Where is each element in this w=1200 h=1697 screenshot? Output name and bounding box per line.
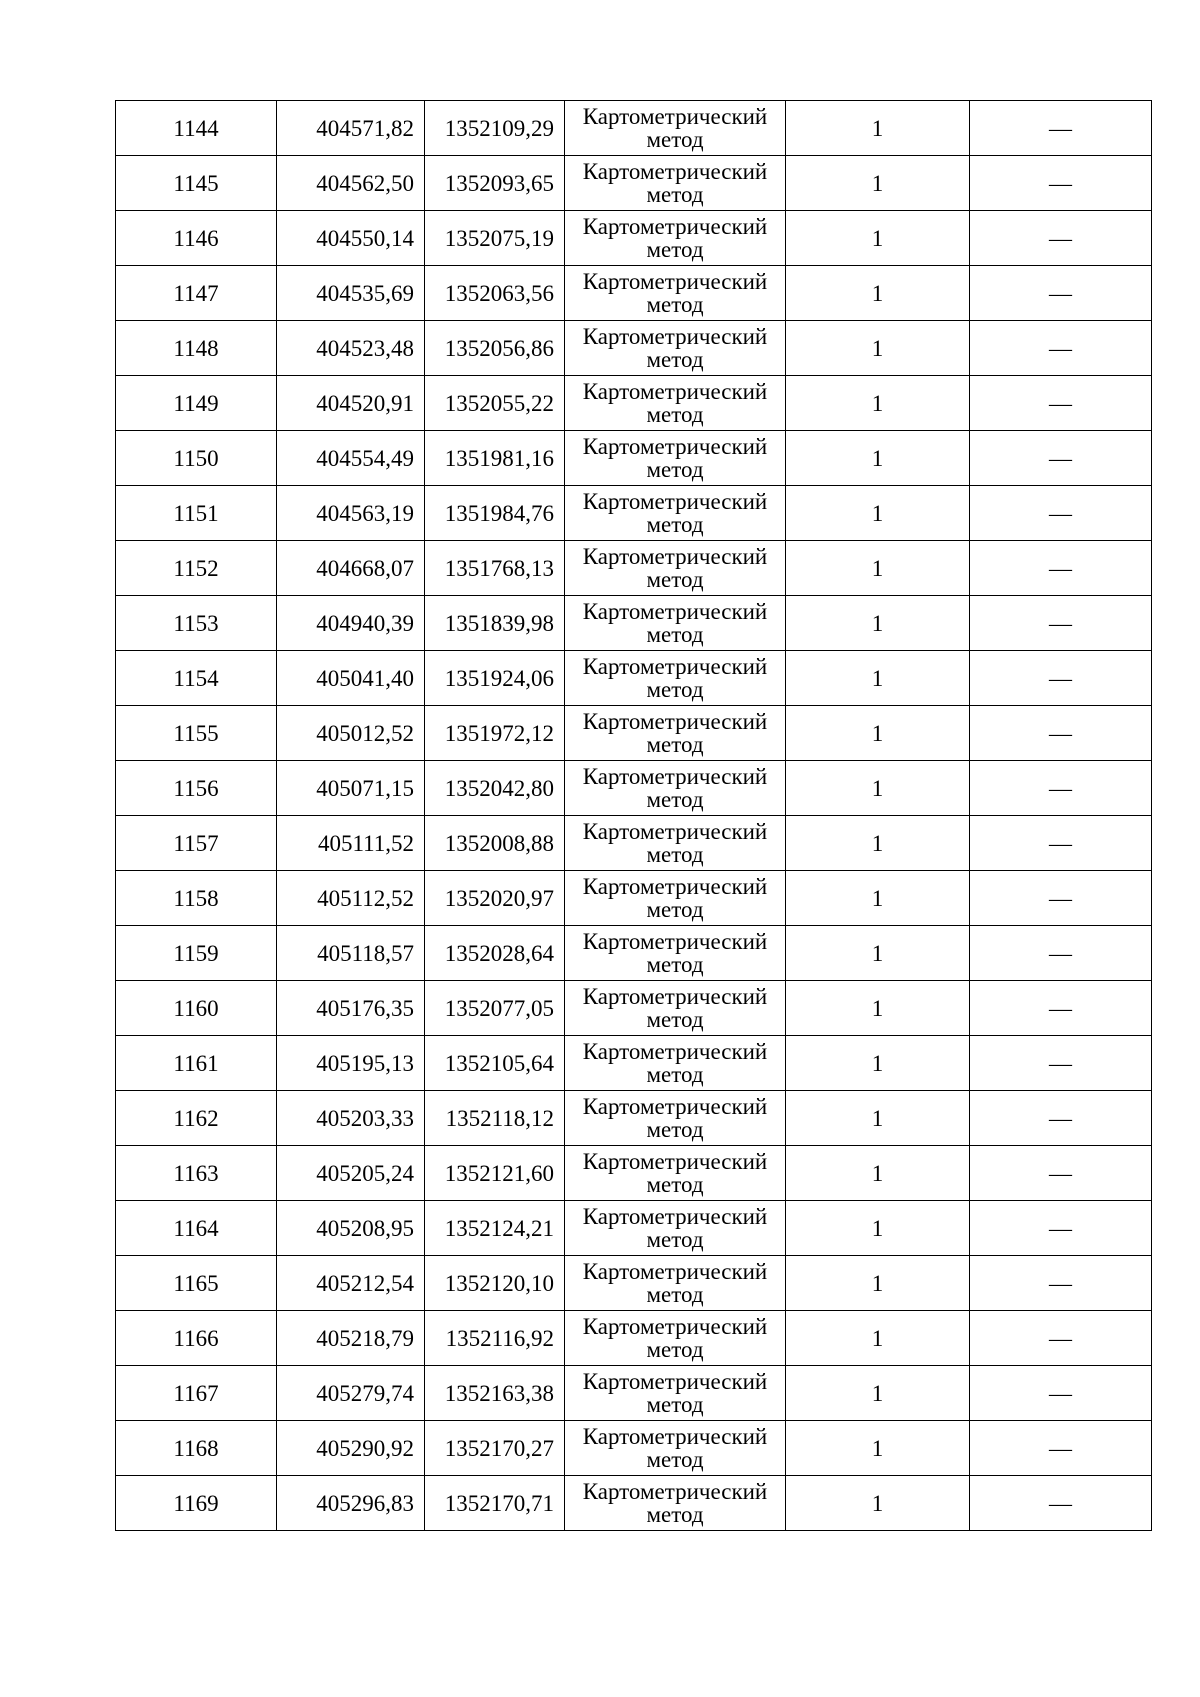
method-cell xyxy=(565,981,786,1036)
accuracy-cell: 1 xyxy=(786,1366,970,1421)
method-cell xyxy=(565,1476,786,1531)
y-coordinate-cell: 1351839,98 xyxy=(425,596,565,651)
point-number-cell: 1161 xyxy=(116,1036,277,1091)
method-line-1: Картометрический xyxy=(582,324,768,349)
table-body xyxy=(116,101,1152,1531)
table-row xyxy=(116,596,1152,651)
note-cell: — xyxy=(970,1366,1152,1421)
note-cell: — xyxy=(970,871,1152,926)
method-line-1: Картометрический xyxy=(582,709,768,734)
point-number-cell: 1160 xyxy=(116,981,277,1036)
method-cell xyxy=(565,1366,786,1421)
table-row xyxy=(116,1146,1152,1201)
method-line-2: метод xyxy=(646,567,704,592)
method-line-1: Картометрический xyxy=(582,1259,768,1284)
table-row xyxy=(116,541,1152,596)
method-cell xyxy=(565,541,786,596)
y-coordinate-cell: 1352028,64 xyxy=(425,926,565,981)
y-coordinate-cell: 1352056,86 xyxy=(425,321,565,376)
method-cell xyxy=(565,926,786,981)
note-cell: — xyxy=(970,651,1152,706)
x-coordinate-cell: 405012,52 xyxy=(277,706,425,761)
method-line-2: метод xyxy=(646,1392,704,1417)
x-coordinate-cell: 405195,13 xyxy=(277,1036,425,1091)
method-line-1: Картометрический xyxy=(582,874,768,899)
accuracy-cell: 1 xyxy=(786,761,970,816)
table-row xyxy=(116,761,1152,816)
method-line-1: Картометрический xyxy=(582,159,768,184)
table-row xyxy=(116,1201,1152,1256)
method-line-2: метод xyxy=(646,347,704,372)
method-line-2: метод xyxy=(646,127,704,152)
method-line-1: Картометрический xyxy=(582,1479,768,1504)
note-cell: — xyxy=(970,761,1152,816)
x-coordinate-cell: 404550,14 xyxy=(277,211,425,266)
note-cell: — xyxy=(970,376,1152,431)
method-cell xyxy=(565,101,786,156)
table-row xyxy=(116,1091,1152,1146)
accuracy-cell: 1 xyxy=(786,376,970,431)
accuracy-cell: 1 xyxy=(786,211,970,266)
method-line-2: метод xyxy=(646,787,704,812)
point-number-cell: 1163 xyxy=(116,1146,277,1201)
y-coordinate-cell: 1351972,12 xyxy=(425,706,565,761)
accuracy-cell: 1 xyxy=(786,1036,970,1091)
method-line-2: метод xyxy=(646,512,704,537)
method-cell xyxy=(565,1146,786,1201)
method-line-2: метод xyxy=(646,1447,704,1472)
method-line-1: Картометрический xyxy=(582,214,768,239)
note-cell: — xyxy=(970,1256,1152,1311)
point-number-cell: 1157 xyxy=(116,816,277,871)
method-cell xyxy=(565,266,786,321)
method-line-1: Картометрический xyxy=(582,489,768,514)
point-number-cell: 1150 xyxy=(116,431,277,486)
y-coordinate-cell: 1352008,88 xyxy=(425,816,565,871)
note-cell: — xyxy=(970,816,1152,871)
point-number-cell: 1144 xyxy=(116,101,277,156)
x-coordinate-cell: 405290,92 xyxy=(277,1421,425,1476)
method-line-1: Картометрический xyxy=(582,544,768,569)
method-line-2: метод xyxy=(646,182,704,207)
accuracy-cell: 1 xyxy=(786,596,970,651)
x-coordinate-cell: 404571,82 xyxy=(277,101,425,156)
method-line-1: Картометрический xyxy=(582,1039,768,1064)
note-cell: — xyxy=(970,1476,1152,1531)
accuracy-cell: 1 xyxy=(786,1311,970,1366)
method-cell xyxy=(565,211,786,266)
method-cell xyxy=(565,1201,786,1256)
y-coordinate-cell: 1352055,22 xyxy=(425,376,565,431)
coordinates-table xyxy=(115,100,1152,1531)
table-row xyxy=(116,871,1152,926)
accuracy-cell: 1 xyxy=(786,321,970,376)
method-line-1: Картометрический xyxy=(582,929,768,954)
method-cell xyxy=(565,706,786,761)
point-number-cell: 1159 xyxy=(116,926,277,981)
method-line-2: метод xyxy=(646,897,704,922)
accuracy-cell: 1 xyxy=(786,871,970,926)
method-cell xyxy=(565,1421,786,1476)
x-coordinate-cell: 405071,15 xyxy=(277,761,425,816)
note-cell: — xyxy=(970,321,1152,376)
x-coordinate-cell: 404668,07 xyxy=(277,541,425,596)
table-row xyxy=(116,1256,1152,1311)
accuracy-cell: 1 xyxy=(786,816,970,871)
x-coordinate-cell: 405203,33 xyxy=(277,1091,425,1146)
method-cell xyxy=(565,376,786,431)
method-cell xyxy=(565,321,786,376)
method-cell xyxy=(565,1091,786,1146)
table-row xyxy=(116,156,1152,211)
point-number-cell: 1148 xyxy=(116,321,277,376)
table-row xyxy=(116,1366,1152,1421)
accuracy-cell: 1 xyxy=(786,1256,970,1311)
method-cell xyxy=(565,1256,786,1311)
note-cell: — xyxy=(970,541,1152,596)
x-coordinate-cell: 405205,24 xyxy=(277,1146,425,1201)
point-number-cell: 1162 xyxy=(116,1091,277,1146)
table-row xyxy=(116,211,1152,266)
method-line-1: Картометрический xyxy=(582,1094,768,1119)
method-line-1: Картометрический xyxy=(582,1314,768,1339)
point-number-cell: 1166 xyxy=(116,1311,277,1366)
method-line-2: метод xyxy=(646,1062,704,1087)
y-coordinate-cell: 1352120,10 xyxy=(425,1256,565,1311)
y-coordinate-cell: 1352170,27 xyxy=(425,1421,565,1476)
method-line-2: метод xyxy=(646,1337,704,1362)
note-cell: — xyxy=(970,706,1152,761)
method-line-2: метод xyxy=(646,292,704,317)
accuracy-cell: 1 xyxy=(786,981,970,1036)
accuracy-cell: 1 xyxy=(786,1201,970,1256)
method-line-2: метод xyxy=(646,952,704,977)
accuracy-cell: 1 xyxy=(786,541,970,596)
x-coordinate-cell: 405296,83 xyxy=(277,1476,425,1531)
table-row xyxy=(116,1036,1152,1091)
method-line-2: метод xyxy=(646,622,704,647)
point-number-cell: 1164 xyxy=(116,1201,277,1256)
y-coordinate-cell: 1352042,80 xyxy=(425,761,565,816)
table-row xyxy=(116,486,1152,541)
note-cell: — xyxy=(970,431,1152,486)
method-line-2: метод xyxy=(646,1227,704,1252)
table-row xyxy=(116,1311,1152,1366)
table-row xyxy=(116,321,1152,376)
method-line-1: Картометрический xyxy=(582,434,768,459)
point-number-cell: 1158 xyxy=(116,871,277,926)
x-coordinate-cell: 405212,54 xyxy=(277,1256,425,1311)
accuracy-cell: 1 xyxy=(786,706,970,761)
table-row xyxy=(116,101,1152,156)
method-line-1: Картометрический xyxy=(582,1149,768,1174)
method-line-1: Картометрический xyxy=(582,599,768,624)
y-coordinate-cell: 1352121,60 xyxy=(425,1146,565,1201)
y-coordinate-cell: 1351768,13 xyxy=(425,541,565,596)
table-row xyxy=(116,376,1152,431)
method-line-1: Картометрический xyxy=(582,984,768,1009)
method-line-2: метод xyxy=(646,677,704,702)
y-coordinate-cell: 1352116,92 xyxy=(425,1311,565,1366)
y-coordinate-cell: 1352077,05 xyxy=(425,981,565,1036)
method-line-2: метод xyxy=(646,1282,704,1307)
accuracy-cell: 1 xyxy=(786,101,970,156)
accuracy-cell: 1 xyxy=(786,486,970,541)
method-cell xyxy=(565,431,786,486)
point-number-cell: 1154 xyxy=(116,651,277,706)
x-coordinate-cell: 404562,50 xyxy=(277,156,425,211)
y-coordinate-cell: 1351984,76 xyxy=(425,486,565,541)
y-coordinate-cell: 1352109,29 xyxy=(425,101,565,156)
note-cell: — xyxy=(970,981,1152,1036)
point-number-cell: 1155 xyxy=(116,706,277,761)
method-line-2: метод xyxy=(646,457,704,482)
point-number-cell: 1165 xyxy=(116,1256,277,1311)
point-number-cell: 1169 xyxy=(116,1476,277,1531)
method-line-1: Картометрический xyxy=(582,269,768,294)
method-line-2: метод xyxy=(646,1502,704,1527)
accuracy-cell: 1 xyxy=(786,1421,970,1476)
accuracy-cell: 1 xyxy=(786,651,970,706)
method-cell xyxy=(565,651,786,706)
table-row xyxy=(116,266,1152,321)
y-coordinate-cell: 1352093,65 xyxy=(425,156,565,211)
note-cell: — xyxy=(970,1311,1152,1366)
table-row xyxy=(116,706,1152,761)
method-cell xyxy=(565,816,786,871)
x-coordinate-cell: 404554,49 xyxy=(277,431,425,486)
point-number-cell: 1168 xyxy=(116,1421,277,1476)
accuracy-cell: 1 xyxy=(786,266,970,321)
point-number-cell: 1167 xyxy=(116,1366,277,1421)
method-cell xyxy=(565,871,786,926)
method-line-1: Картометрический xyxy=(582,1424,768,1449)
note-cell: — xyxy=(970,266,1152,321)
x-coordinate-cell: 405218,79 xyxy=(277,1311,425,1366)
x-coordinate-cell: 405279,74 xyxy=(277,1366,425,1421)
table-row xyxy=(116,926,1152,981)
note-cell: — xyxy=(970,1146,1152,1201)
table-row xyxy=(116,1421,1152,1476)
method-line-1: Картометрический xyxy=(582,764,768,789)
method-line-2: метод xyxy=(646,1172,704,1197)
note-cell: — xyxy=(970,1201,1152,1256)
y-coordinate-cell: 1352124,21 xyxy=(425,1201,565,1256)
method-line-1: Картометрический xyxy=(582,1204,768,1229)
method-line-1: Картометрический xyxy=(582,1369,768,1394)
y-coordinate-cell: 1352170,71 xyxy=(425,1476,565,1531)
method-cell xyxy=(565,1311,786,1366)
method-line-2: метод xyxy=(646,732,704,757)
accuracy-cell: 1 xyxy=(786,1091,970,1146)
point-number-cell: 1156 xyxy=(116,761,277,816)
note-cell: — xyxy=(970,101,1152,156)
method-cell xyxy=(565,1036,786,1091)
table-row xyxy=(116,431,1152,486)
method-cell xyxy=(565,486,786,541)
note-cell: — xyxy=(970,486,1152,541)
accuracy-cell: 1 xyxy=(786,1476,970,1531)
x-coordinate-cell: 405208,95 xyxy=(277,1201,425,1256)
x-coordinate-cell: 404940,39 xyxy=(277,596,425,651)
method-line-1: Картометрический xyxy=(582,379,768,404)
x-coordinate-cell: 405111,52 xyxy=(277,816,425,871)
note-cell: — xyxy=(970,1036,1152,1091)
y-coordinate-cell: 1352063,56 xyxy=(425,266,565,321)
point-number-cell: 1152 xyxy=(116,541,277,596)
method-line-1: Картометрический xyxy=(582,104,768,129)
x-coordinate-cell: 404563,19 xyxy=(277,486,425,541)
table-row xyxy=(116,1476,1152,1531)
method-line-2: метод xyxy=(646,842,704,867)
table-row xyxy=(116,651,1152,706)
method-line-2: метод xyxy=(646,402,704,427)
y-coordinate-cell: 1352020,97 xyxy=(425,871,565,926)
method-cell xyxy=(565,596,786,651)
y-coordinate-cell: 1351924,06 xyxy=(425,651,565,706)
note-cell: — xyxy=(970,156,1152,211)
x-coordinate-cell: 405118,57 xyxy=(277,926,425,981)
note-cell: — xyxy=(970,596,1152,651)
table-row xyxy=(116,981,1152,1036)
x-coordinate-cell: 405112,52 xyxy=(277,871,425,926)
y-coordinate-cell: 1351981,16 xyxy=(425,431,565,486)
method-line-2: метод xyxy=(646,237,704,262)
x-coordinate-cell: 405041,40 xyxy=(277,651,425,706)
method-cell xyxy=(565,761,786,816)
method-line-1: Картометрический xyxy=(582,819,768,844)
point-number-cell: 1146 xyxy=(116,211,277,266)
point-number-cell: 1151 xyxy=(116,486,277,541)
method-line-2: метод xyxy=(646,1117,704,1142)
x-coordinate-cell: 405176,35 xyxy=(277,981,425,1036)
y-coordinate-cell: 1352105,64 xyxy=(425,1036,565,1091)
x-coordinate-cell: 404535,69 xyxy=(277,266,425,321)
accuracy-cell: 1 xyxy=(786,431,970,486)
x-coordinate-cell: 404520,91 xyxy=(277,376,425,431)
accuracy-cell: 1 xyxy=(786,1146,970,1201)
x-coordinate-cell: 404523,48 xyxy=(277,321,425,376)
point-number-cell: 1149 xyxy=(116,376,277,431)
y-coordinate-cell: 1352163,38 xyxy=(425,1366,565,1421)
y-coordinate-cell: 1352118,12 xyxy=(425,1091,565,1146)
point-number-cell: 1147 xyxy=(116,266,277,321)
note-cell: — xyxy=(970,926,1152,981)
method-cell xyxy=(565,156,786,211)
note-cell: — xyxy=(970,211,1152,266)
accuracy-cell: 1 xyxy=(786,156,970,211)
accuracy-cell: 1 xyxy=(786,926,970,981)
y-coordinate-cell: 1352075,19 xyxy=(425,211,565,266)
table-row xyxy=(116,816,1152,871)
method-line-2: метод xyxy=(646,1007,704,1032)
note-cell: — xyxy=(970,1421,1152,1476)
point-number-cell: 1153 xyxy=(116,596,277,651)
point-number-cell: 1145 xyxy=(116,156,277,211)
note-cell: — xyxy=(970,1091,1152,1146)
method-line-1: Картометрический xyxy=(582,654,768,679)
